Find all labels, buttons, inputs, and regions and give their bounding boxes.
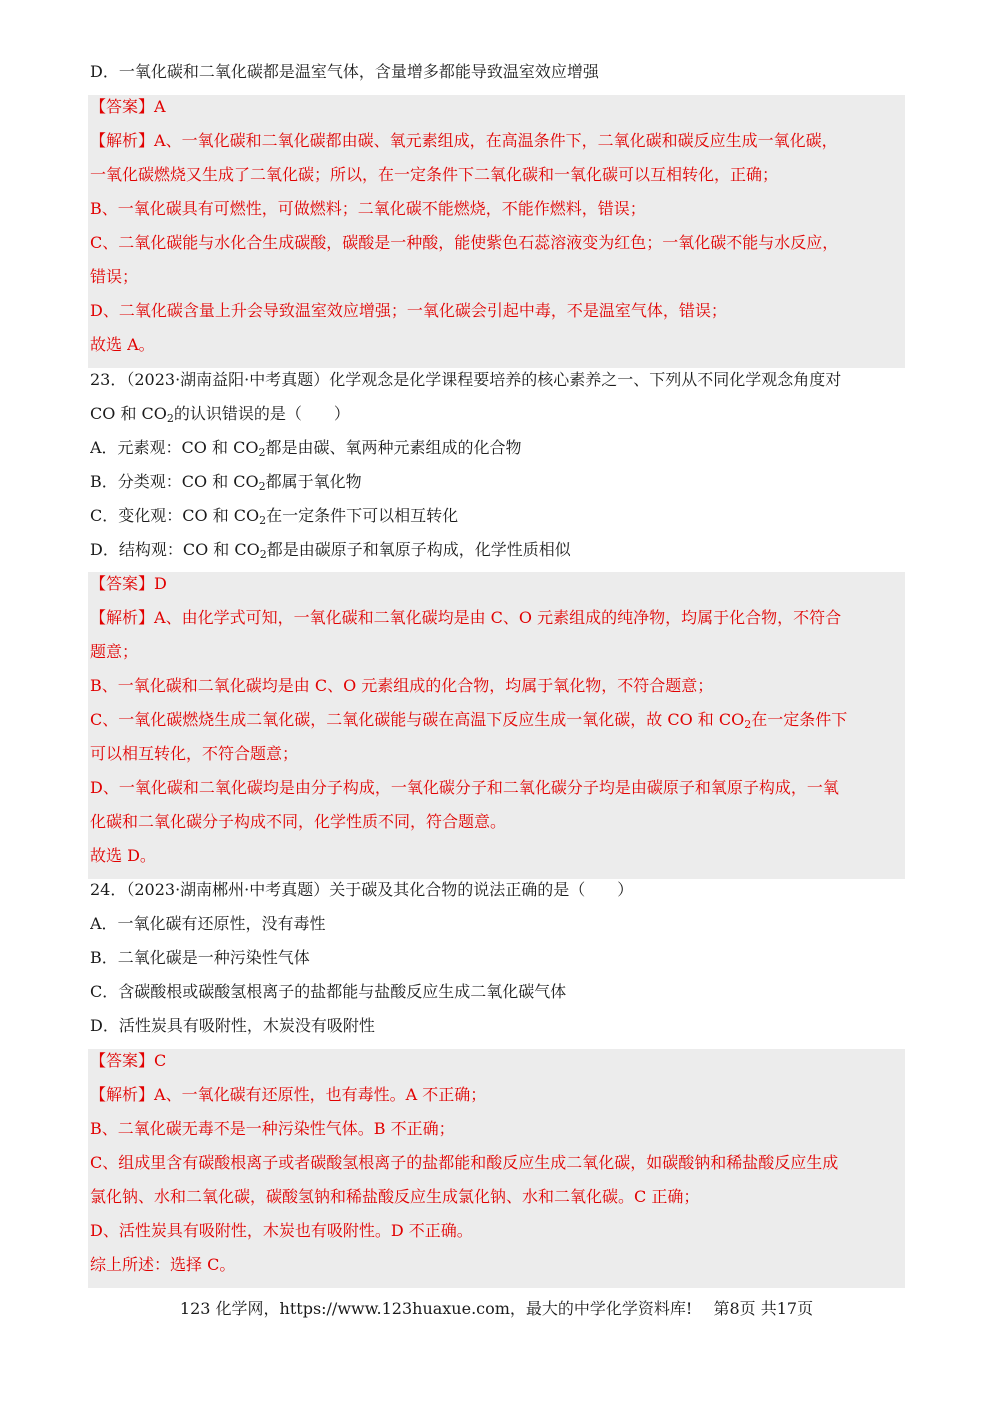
q22-explanation-1: 【解析】A、一氧化碳和二氧化碳都由碳、氧元素组成，在高温条件下，二氧化碳和碳反应生成一氧化碳， (90, 131, 838, 150)
q23-explanation-6: D、一氧化碳和二氧化碳均是由分子构成，一氧化碳分子和二氧化碳分子均是由碳原子和氧原子构成，一氧 (90, 778, 839, 797)
q24-explanation-4: 氯化钠、水和二氧化碳，碳酸氢钠和稀盐酸反应生成氯化钠、水和二氧化碳。C 正确； (90, 1187, 700, 1206)
q23-option-d: D．结构观：CO 和 $CO_2$都是由碳原子和氧原子构成，化学性质相似 (90, 540, 571, 561)
q23-explanation-2: 题意； (90, 642, 139, 661)
jiexi-tag: 【解析】 (90, 131, 155, 150)
q24-explanation-1: 【解析】A、一氧化碳有还原性，也有毒性。A 不正确； (90, 1085, 487, 1104)
q22-answer-line (90, 90, 905, 124)
q22-option-d: D．一氧化碳和二氧化碳都是温室气体，含量增多都能导致温室效应增强 (90, 62, 599, 81)
q24-option-c: C．含碳酸根或碳酸氢根离子的盐都能与盐酸反应生成二氧化碳气体 (90, 982, 567, 1001)
q24-answer: C (154, 1051, 167, 1070)
jiexi-tag: 【解析】 (90, 608, 155, 627)
q24-explanation-6: 综上所述：选择 C。 (90, 1255, 236, 1274)
q24-option-a: A．一氧化碳有还原性，没有毒性 (90, 914, 326, 933)
q23-explanation-5: 可以相互转化，不符合题意； (90, 744, 299, 763)
answer-tag: 【答案】 (90, 574, 155, 593)
q24-option-d: D．活性炭具有吸附性，木炭没有吸附性 (90, 1016, 375, 1035)
q24-option-b: B．二氧化碳是一种污染性气体 (90, 948, 310, 967)
q23-answer: D (154, 574, 167, 593)
q24-answer-line (90, 1044, 905, 1078)
q23-explanation-4: C、一氧化碳燃烧生成二氧化碳，二氧化碳能与碳在高温下反应生成一氧化碳，故 CO 和 $CO_2$在一定条件下 (90, 710, 848, 731)
q22-explanation-3: B、一氧化碳具有可燃性，可做燃料；二氧化碳不能燃烧，不能作燃料，错误； (90, 199, 646, 218)
q22-explanation-4: C、二氧化碳能与水化合生成碳酸，碳酸是一种酸，能使紫色石蕊溶液变为红色；一氧化碳不能与水反应， (90, 233, 839, 252)
q23-option-c: C．变化观：CO 和 $CO_2$在一定条件下可以相互转化 (90, 506, 459, 527)
jiexi-tag: 【解析】 (90, 1085, 155, 1104)
q23-option-a: A．元素观：CO 和 $CO_2$都是由碳、氧两种元素组成的化合物 (90, 438, 522, 459)
q23-explanation-3: B、一氧化碳和二氧化碳均是由 C、O 元素组成的化合物，均属于氧化物，不符合题意； (90, 676, 714, 695)
q23-explanation-1: 【解析】A、由化学式可知，一氧化碳和二氧化碳均是由 C、O 元素组成的纯净物，均属于化合物，不符合 (90, 608, 842, 627)
q22-answer: A (154, 97, 166, 116)
q23-option-b: B．分类观：CO 和 $CO_2$都属于氧化物 (90, 472, 362, 493)
q22-explanation-5: 错误； (90, 267, 139, 286)
q23-stem-1: 23．（2023·湖南益阳·中考真题）化学观念是化学课程要培养的核心素养之一、下列从不同化学观念角度对 (90, 370, 842, 389)
q23-explanation-7: 化碳和二氧化碳分子构成不同，化学性质不同，符合题意。 (90, 812, 507, 831)
answer-tag: 【答案】 (90, 97, 155, 116)
q24-stem: 24．（2023·湖南郴州·中考真题）关于碳及其化合物的说法正确的是（ ） (90, 880, 634, 899)
page-footer: 123 化学网，https://www.123huaxue.com，最大的中学化学资料库! 第8页 共17页 (179, 1299, 814, 1318)
q24-explanation-5: D、活性炭具有吸附性，木炭也有吸附性。D 不正确。 (90, 1221, 473, 1240)
q23-explanation-8: 故选 D。 (90, 846, 156, 865)
q23-stem-2: CO 和 $CO_2$的认识错误的是（ ） (90, 404, 350, 425)
answer-tag: 【答案】 (90, 1051, 155, 1070)
q24-explanation-2: B、二氧化碳无毒不是一种污染性气体。B 不正确； (90, 1119, 455, 1138)
q24-explanation-3: C、组成里含有碳酸根离子或者碳酸氢根离子的盐都能和酸反应生成二氧化碳，如碳酸钠和稀盐酸反应生成 (90, 1153, 839, 1172)
q23-answer-line (90, 567, 905, 601)
q22-explanation-7: 故选 A。 (90, 335, 155, 354)
q22-explanation-6: D、二氧化碳含量上升会导致温室效应增强；一氧化碳会引起中毒，不是温室气体，错误； (90, 301, 727, 320)
q22-explanation-2: 一氧化碳燃烧又生成了二氧化碳；所以，在一定条件下二氧化碳和一氧化碳可以互相转化，正确； (90, 165, 779, 184)
